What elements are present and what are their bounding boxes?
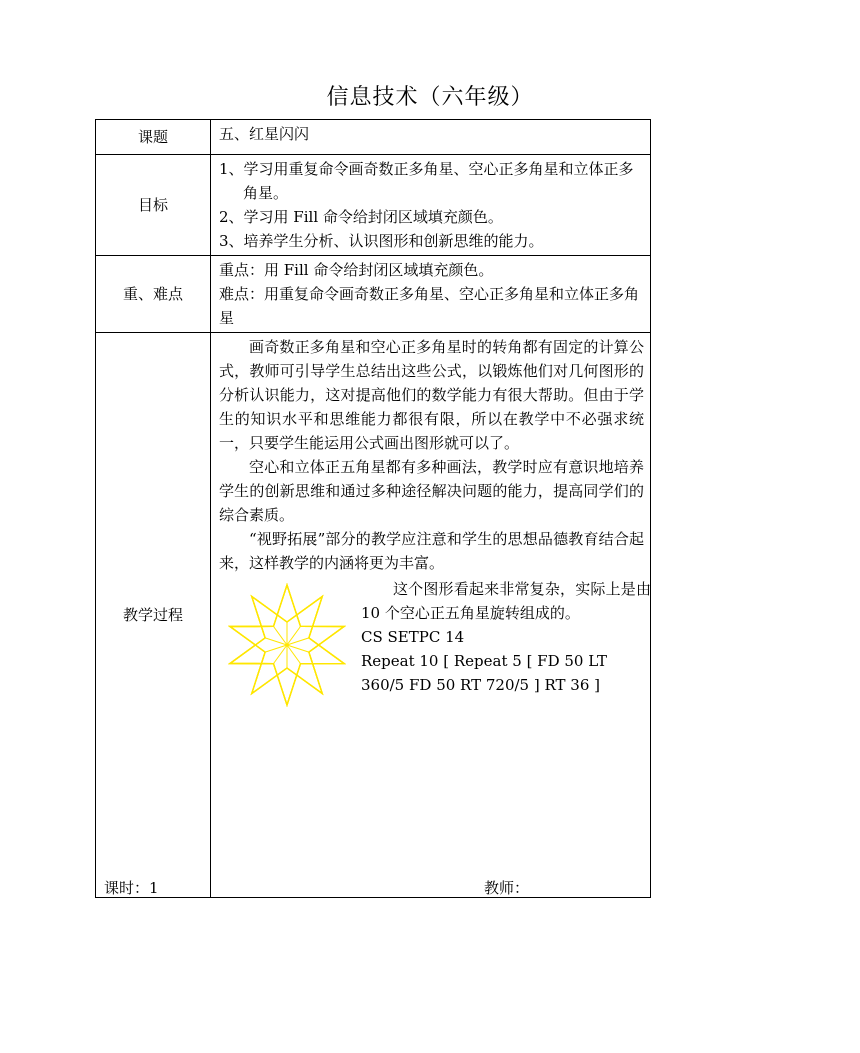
- figure-block: [219, 577, 651, 727]
- star-spoke: [287, 645, 309, 652]
- goal-item: 1、学习用重复命令画奇数正多角星、空心正多角星和立体正多角星。: [219, 160, 634, 202]
- figure-caption: 这个图形看起来非常复杂，实际上是由 10 个空心正五角星旋转组成的。: [361, 580, 651, 622]
- process-paragraph: 画奇数正多角星和空心正多角星时的转角都有固定的计算公式，教师可引导学生总结出这些公式，以锻炼他们对几何图形的分析认识能力，这对提高他们的数学能力有很大帮助。但由于学生的知识水平和思维能力都很有限，所以在教学中不必强求统一，只要学生能运用公式画出图形就可以了。: [219, 338, 644, 452]
- teacher-field: 教师：: [484, 879, 530, 897]
- rotated-star-figure-icon: [225, 583, 349, 707]
- process-label: 教学过程: [96, 333, 211, 898]
- table-row-topic: [96, 120, 651, 155]
- star-spoke: [273, 626, 287, 645]
- process-paragraph: “视野拓展”部分的教学应注意和学生的思想品德教育结合起来，这样教学的内涵将更为丰富。: [219, 530, 644, 572]
- lesson-plan-table: [95, 119, 651, 898]
- star-spoke: [287, 638, 309, 645]
- key-points-label: 重、难点: [96, 256, 211, 333]
- process-paragraph: 空心和立体正五角星都有多种画法，教学时应有意识地培养学生的创新思维和通过多种途径解决问题的能力，提高同学们的综合素质。: [219, 458, 644, 524]
- star-spoke: [287, 626, 301, 645]
- star-spoke: [265, 638, 287, 645]
- code-line: CS SETPC 14: [361, 628, 465, 646]
- key-points-content: [211, 256, 651, 333]
- goals-label: 目标: [96, 155, 211, 256]
- topic-value: 五、红星闪闪: [211, 120, 651, 155]
- goals-content: [211, 155, 651, 256]
- star-spoke: [273, 645, 287, 664]
- figure-explanation: [361, 577, 651, 697]
- table-row-goals: [96, 155, 651, 256]
- page-title: 信息技术（六年级）: [326, 85, 534, 110]
- code-line: Repeat 10 [ Repeat 5 [ FD 50 LT 360/5 FD 50 RT 720/5 ] RT 36 ]: [361, 652, 607, 694]
- star-spoke: [265, 645, 287, 652]
- goal-item: 2、学习用 Fill 命令给封闭区域填充颜色。: [219, 208, 503, 226]
- goal-item: 3、培养学生分析、认识图形和创新思维的能力。: [219, 232, 544, 250]
- table-row-key-points: [96, 256, 651, 333]
- table-row-process: [96, 333, 651, 898]
- difficulty-text: 难点：用重复命令画奇数正多角星、空心正多角星和立体正多角星: [219, 285, 640, 327]
- focus-text: 重点：用 Fill 命令给封闭区域填充颜色。: [219, 261, 494, 279]
- star-spoke: [287, 645, 301, 664]
- lesson-hours: 课时：1: [104, 879, 159, 897]
- process-content: [211, 333, 651, 898]
- topic-label: 课题: [96, 120, 211, 155]
